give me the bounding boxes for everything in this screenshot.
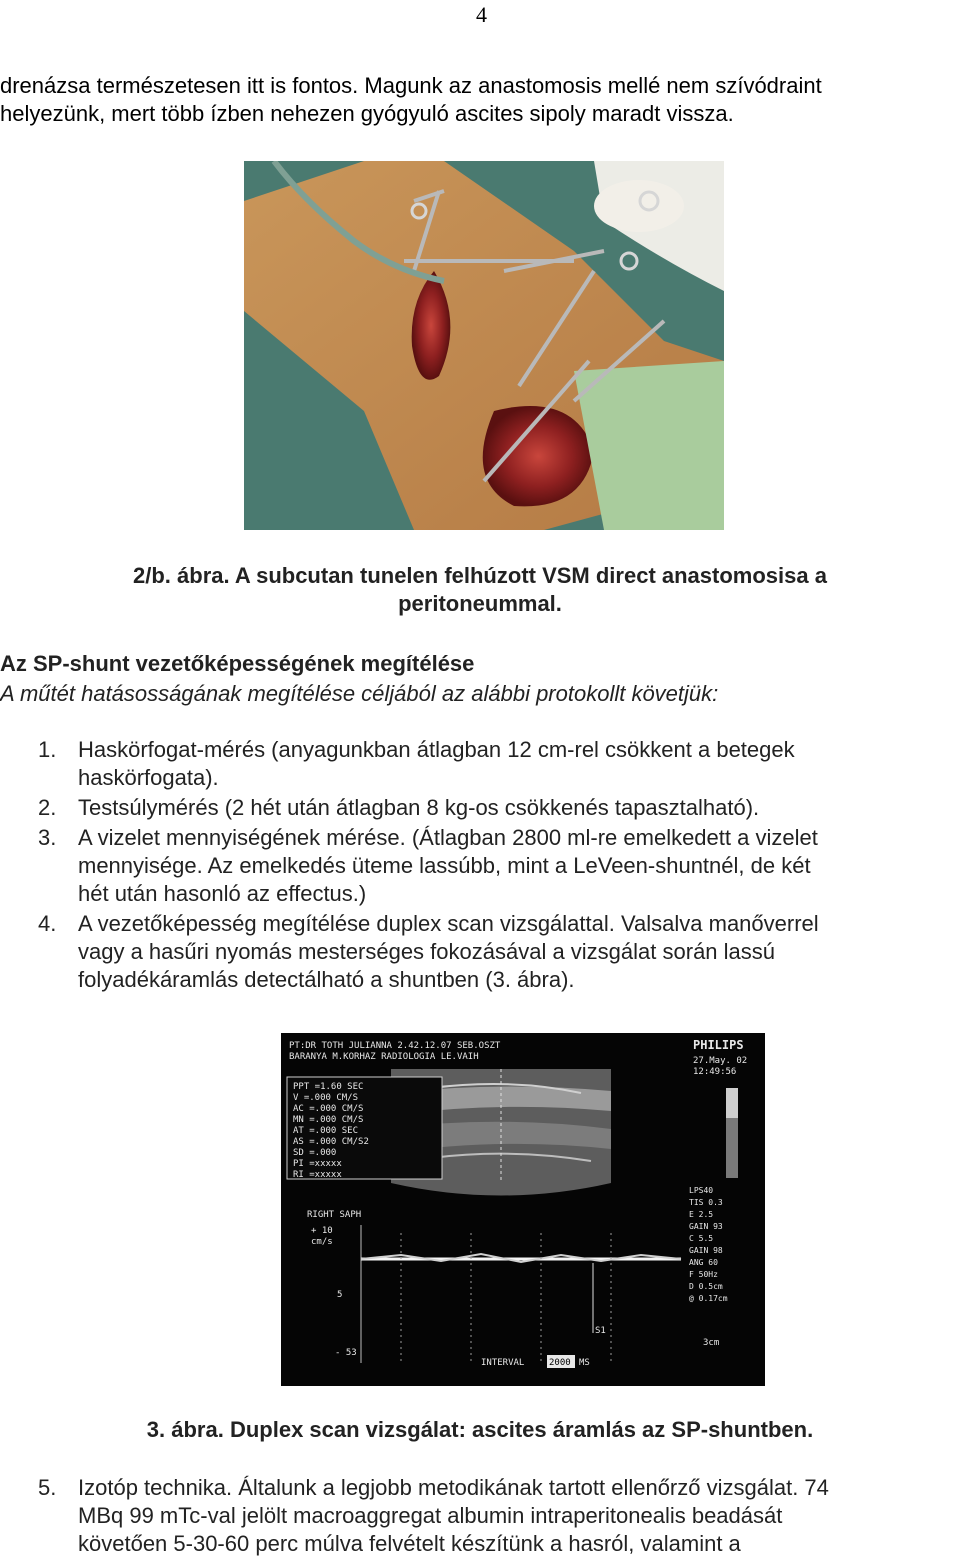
us-param-7: F 50Hz: [689, 1270, 718, 1279]
list-item: [0, 1474, 960, 1558]
us-measurement-7: PI =xxxxx: [293, 1159, 342, 1169]
us-depth-text: 3cm: [703, 1338, 720, 1348]
duplex-scan-illustration: [281, 1033, 765, 1386]
us-param-9: @ 0.17cm: [689, 1294, 728, 1303]
us-interval-value: 2000: [549, 1358, 571, 1368]
figure-1-caption-line-1: 2/b. ábra. A subcutan tunelen felhúzott VSM direct anastomosisa a: [133, 563, 827, 588]
list-item-line: A vizelet mennyiségének mérése. (Átlagban 2800 ml-re emelkedett a vizelet: [78, 825, 818, 850]
protocol-list-continued: [0, 1474, 960, 1558]
us-param-5: GAIN 98: [689, 1246, 723, 1255]
surgical-photo-illustration: [244, 161, 724, 530]
us-measurement-5: AS =.000 CM/S2: [293, 1137, 369, 1147]
list-item-number: 5.: [38, 1475, 57, 1500]
us-interval-label: INTERVAL: [481, 1358, 525, 1368]
us-measurement-6: SD =.000: [293, 1148, 337, 1158]
list-item-line: Haskörfogat-mérés (anyagunkban átlagban 12 cm-rel csökkent a betegek: [78, 737, 795, 762]
list-item-line: Testsúlymérés (2 hét után átlagban 8 kg-os csökkenés tapasztalható).: [78, 795, 760, 820]
us-date-text: 27.May. 02: [693, 1056, 748, 1066]
intro-line-1: drenázsa természetesen itt is fontos. Magunk az anastomosis mellé nem szívódraint: [0, 73, 822, 98]
us-measurement-4: AT =.000 SEC: [293, 1126, 359, 1136]
us-time-text: 12:49:56: [693, 1067, 737, 1077]
ultrasound-image: [281, 1033, 765, 1386]
us-interval-unit: MS: [579, 1358, 590, 1368]
us-param-1: TIS 0.3: [689, 1198, 723, 1207]
list-item-line: MBq 99 mTc-val jelölt macroaggregat albumin intraperitonealis beadását: [78, 1503, 783, 1528]
list-item-number: 3.: [38, 825, 57, 850]
list-item-line: folyadékáramlás detectálható a shuntben (3. ábra).: [78, 967, 575, 992]
us-scale-mid: 5: [337, 1290, 343, 1300]
us-param-6: ANG 60: [689, 1258, 718, 1267]
figure-2-caption: 3. ábra. Duplex scan vizsgálat: ascites áramlás az SP-shuntben.: [146, 1417, 814, 1442]
list-item-line: hét után hasonló az effectus.): [78, 881, 367, 906]
list-item-number: 4.: [38, 911, 57, 936]
list-item-line: A vezetőképesség megítélése duplex scan vizsgálattal. Valsalva manőverrel: [78, 911, 819, 936]
section-intro: A műtét hatásosságának megítélése céljából az alábbi protokollt követjük:: [0, 681, 719, 706]
us-clinic-text: BARANYA M.KORHAZ RADIOLOGIA LE.VAIH: [289, 1052, 479, 1062]
surgical-photo: [244, 161, 724, 530]
us-label-right-saph: RIGHT SAPH: [307, 1210, 362, 1220]
us-param-2: E 2.5: [689, 1210, 714, 1219]
us-scale-top: + 10: [311, 1226, 333, 1236]
us-brand-text: PHILIPS: [693, 1038, 744, 1052]
figure-1-caption-line-2: peritoneummal.: [398, 591, 562, 616]
list-item: [0, 824, 960, 908]
figure-1-caption: [0, 562, 960, 618]
page-number: 4: [476, 2, 487, 27]
us-scale-bottom: - 53: [335, 1348, 357, 1358]
us-measurement-1: V =.000 CM/S: [293, 1093, 359, 1103]
list-item-line: követően 5-30-60 perc múlva felvételt készítünk a hasról, valamint a: [78, 1531, 741, 1556]
list-item-line: Izotóp technika. Általunk a legjobb metodikának tartott ellenőrző vizsgálat. 74: [78, 1475, 829, 1500]
us-param-3: GAIN 93: [689, 1222, 723, 1231]
list-item: [0, 736, 960, 792]
protocol-list: [0, 736, 960, 994]
us-measurement-0: PPT =1.60 SEC: [293, 1082, 364, 1092]
list-item: [0, 794, 960, 822]
us-param-0: LPS40: [689, 1186, 714, 1195]
us-param-4: C 5.5: [689, 1234, 714, 1243]
us-marker-s1: S1: [595, 1326, 606, 1336]
intro-paragraph: [0, 72, 960, 128]
us-param-8: D 0.5cm: [689, 1282, 723, 1291]
us-measurement-8: RI =xxxxx: [293, 1170, 342, 1180]
list-item-number: 1.: [38, 737, 57, 762]
list-item: [0, 910, 960, 994]
us-measurement-2: AC =.000 CM/S: [293, 1104, 364, 1114]
us-patient-text: PT:DR TOTH JULIANNA 2.42.12.07 SEB.OSZT: [289, 1041, 501, 1051]
list-item-line: haskörfogata).: [78, 765, 219, 790]
us-scale-unit: cm/s: [311, 1237, 333, 1247]
section-heading: Az SP-shunt vezetőképességének megítélése: [0, 651, 475, 676]
intro-line-2: helyezünk, mert több ízben nehezen gyógyuló ascites sipoly maradt vissza.: [0, 101, 734, 126]
list-item-line: vagy a hasűri nyomás mesterséges fokozásával a vizsgálat során lassú: [78, 939, 776, 964]
list-item-number: 2.: [38, 795, 57, 820]
list-item-line: mennyisége. Az emelkedés üteme lassúbb, mint a LeVeen-shuntnél, de két: [78, 853, 811, 878]
us-measurement-3: MN =.000 CM/S: [293, 1115, 364, 1125]
